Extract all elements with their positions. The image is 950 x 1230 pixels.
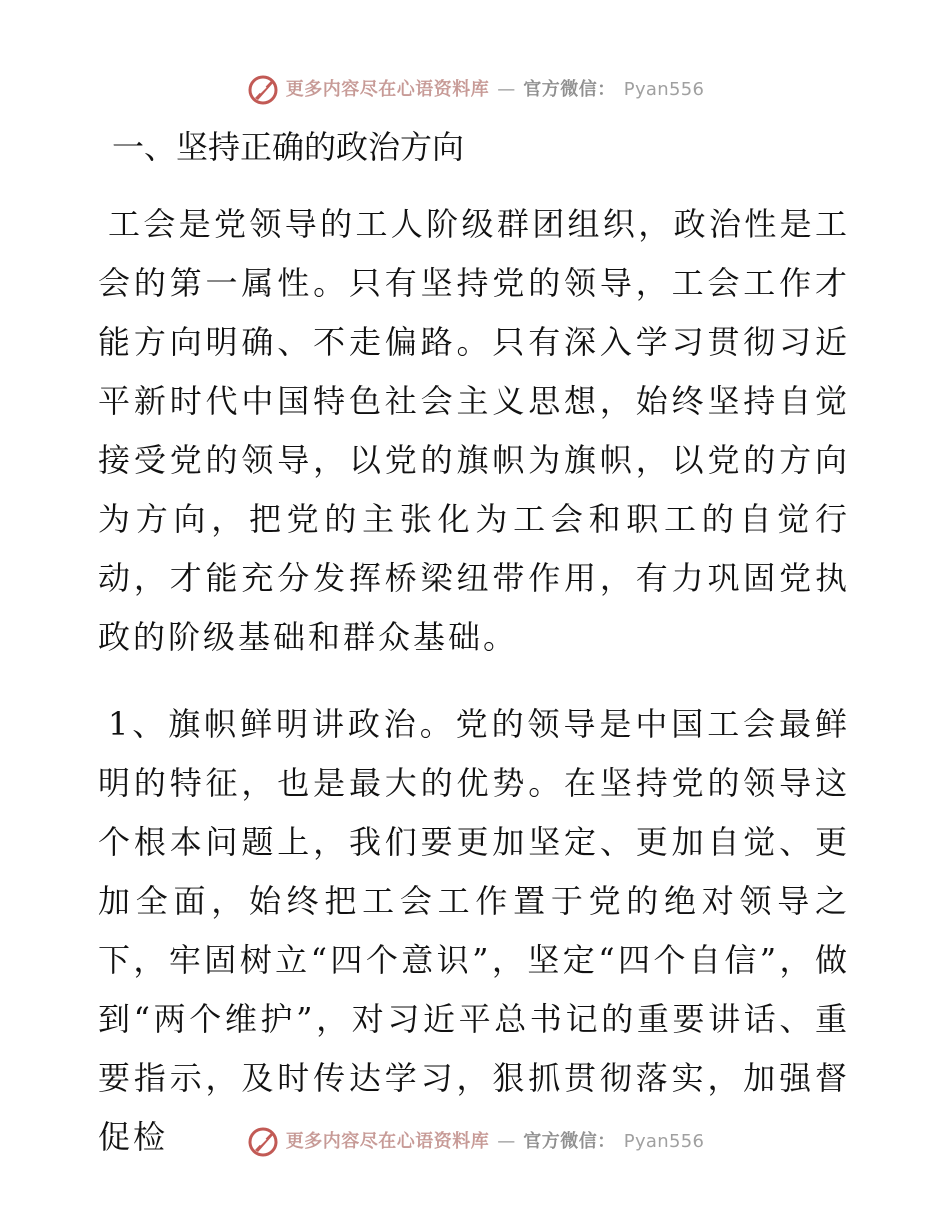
watermark-main-text: 更多内容尽在心语资料库: [285, 1131, 490, 1152]
section-title: 一、坚持正确的政治方向: [112, 128, 465, 166]
watermark-wechat-id: Pyan556: [623, 79, 705, 100]
watermark-sub-text: 官方微信：: [523, 79, 616, 100]
header-watermark: [0, 72, 950, 108]
watermark-dash: —: [497, 1131, 516, 1152]
footer-watermark: [0, 1124, 950, 1160]
paragraph-1: 工会是党领导的工人阶级群团组织，政治性是工会的第一属性。只有坚持党的领导，工会工作才能方向明确、不走偏路。只有深入学习贯彻习近平新时代中国特色社会主义思想，始终坚持自觉接受党的领导，以党的旗帜为旗帜，以党的方向为方向，把党的主张化为工会和职工的自觉行动，才能充分发挥桥梁纽带作用，有力巩固党执政的阶级基础和群众基础。: [98, 205, 850, 656]
watermark-wechat-id: Pyan556: [623, 1131, 705, 1152]
watermark-sub-text: 官方微信：: [523, 1131, 616, 1152]
watermark-main-text: 更多内容尽在心语资料库: [285, 79, 490, 100]
quill-logo-icon: [246, 73, 280, 107]
quill-logo-icon: [246, 1125, 280, 1159]
watermark-dash: —: [497, 79, 516, 100]
paragraph-2: 1、旗帜鲜明讲政治。党的领导是中国工会最鲜明的特征，也是最大的优势。在坚持党的领导这个根本问题上，我们要更加坚定、更加自觉、更加全面，始终把工会工作置于党的绝对领导之下，牢固树立“四个意识”，坚定“四个自信”，做到“两个维护”，对习近平总书记的重要讲话、重要指示，及时传达学习，狠抓贯彻落实，加强督促检: [98, 705, 850, 1156]
document-body: [98, 124, 850, 1167]
